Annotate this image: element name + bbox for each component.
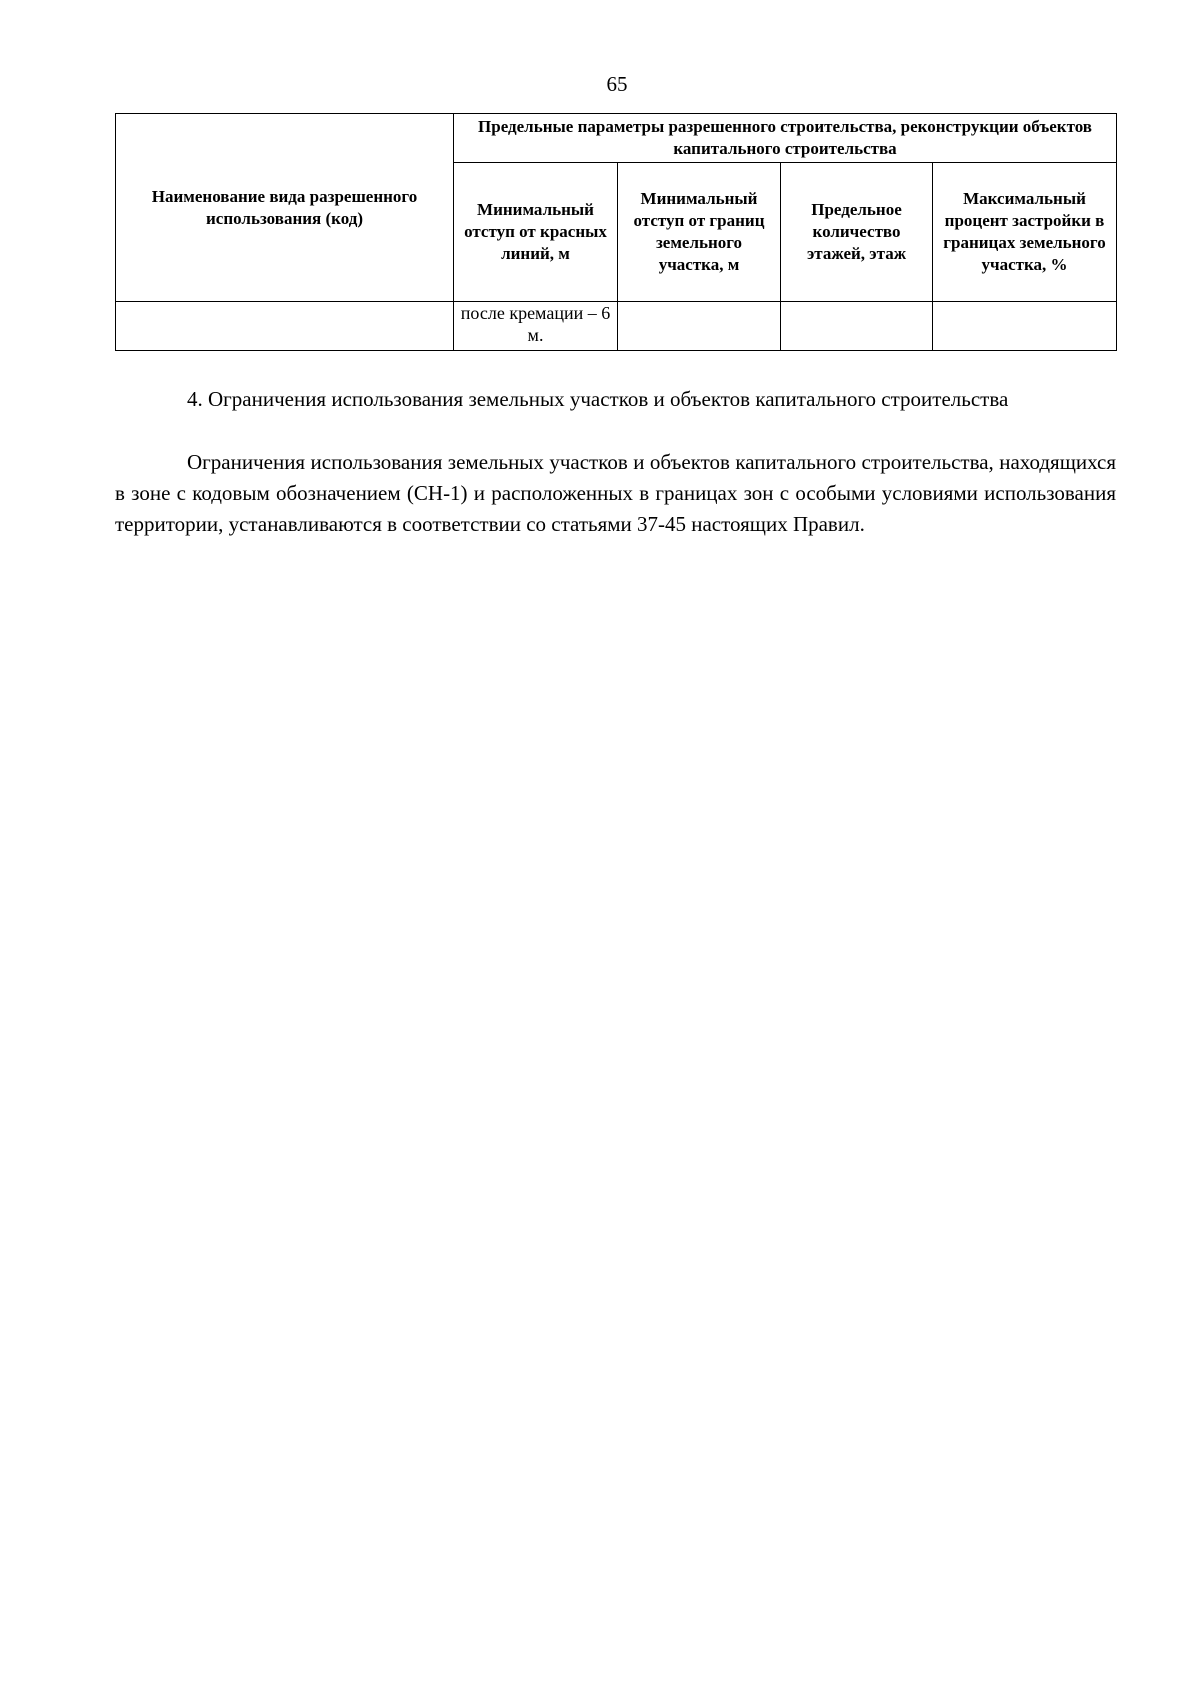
header-limit-parameters: Предельные параметры разрешенного строительства, реконструкции объектов капитального строительства <box>454 114 1117 163</box>
header-permitted-use-name: Наименование вида разрешенного использования (код) <box>116 114 454 302</box>
table-cell <box>781 302 933 351</box>
header-min-setback-plot-boundary: Минимальный отступ от границ земельного участка, м <box>618 163 781 302</box>
table-cell <box>116 302 454 351</box>
section-heading-block <box>115 384 1116 415</box>
page-number: 65 <box>606 72 628 96</box>
header-max-coverage-percent: Максимальный процент застройки в границах земельного участка, % <box>933 163 1117 302</box>
header-min-setback-red-lines: Минимальный отступ от красных линий, м <box>454 163 618 302</box>
table-cell: после кремации – 6 м. <box>454 302 618 351</box>
section-body-block <box>115 447 1116 540</box>
parameters-table <box>115 113 1117 351</box>
header-max-floors: Предельное количество этажей, этаж <box>781 163 933 302</box>
table-row <box>116 302 1117 351</box>
table-cell <box>933 302 1117 351</box>
section-body: Ограничения использования земельных участков и объектов капитального строительства, находящихся в зоне с кодовым обозначением (СН-1) и расположенных в границах зон с особыми условиями использования территории, устанавливаются в соответствии со статьями 37-45 настоящих Правил. <box>115 450 1116 536</box>
table-cell <box>618 302 781 351</box>
table-header-row <box>116 114 1117 163</box>
section-heading: 4. Ограничения использования земельных участков и объектов капитального строительства <box>187 387 1009 411</box>
